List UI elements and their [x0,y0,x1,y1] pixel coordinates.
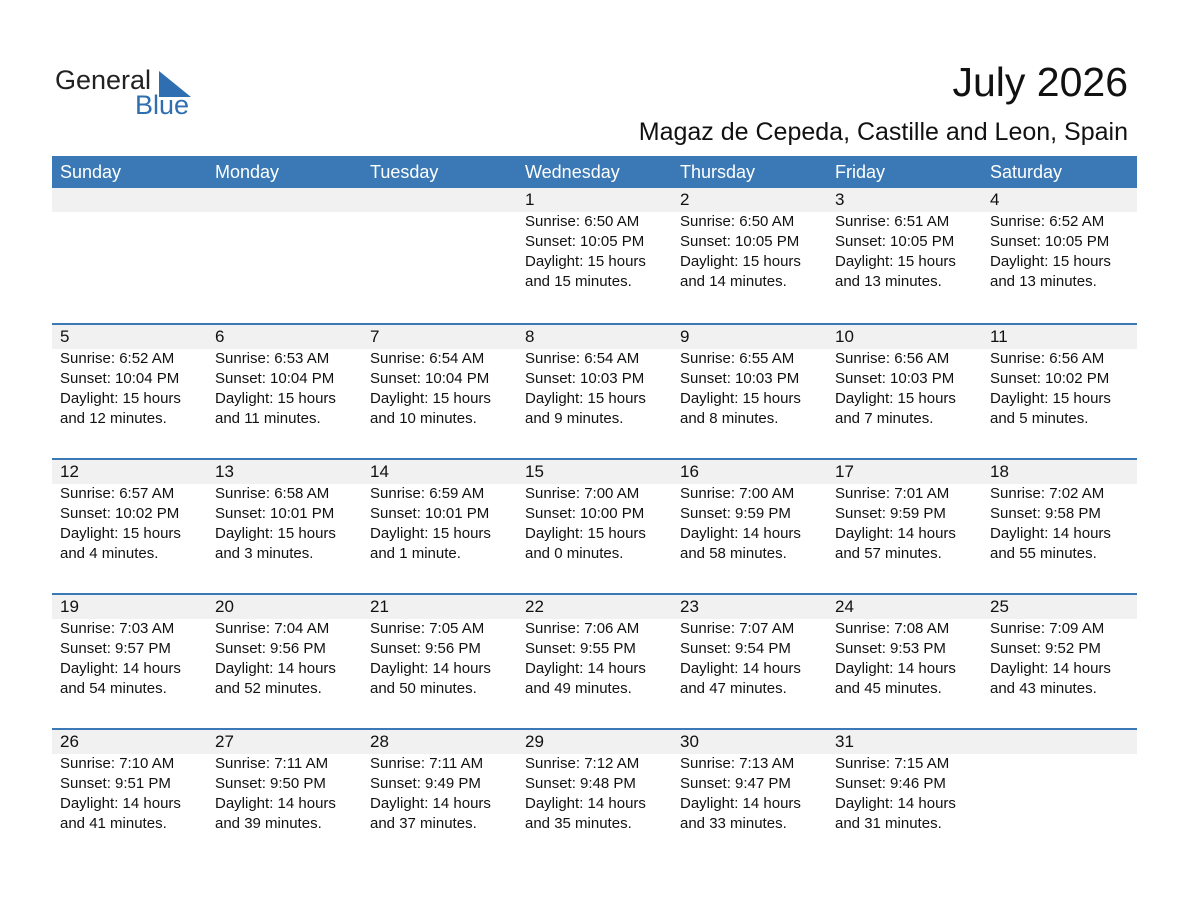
sunset-time: Sunset: 10:05 PM [835,233,955,250]
daylight-minutes: and 39 minutes. [215,815,322,832]
daylight-hours: Daylight: 15 hours [60,390,181,407]
sunset-time: Sunset: 9:59 PM [835,505,946,522]
sunrise-time: Sunrise: 7:04 AM [215,620,330,637]
sunset-time: Sunset: 10:01 PM [370,505,490,522]
sunset-time: Sunset: 10:04 PM [60,370,180,387]
daylight-hours: Daylight: 14 hours [990,525,1111,542]
sunset-time: Sunset: 10:05 PM [525,233,645,250]
sunset-time: Sunset: 9:51 PM [60,775,171,792]
sunrise-time: Sunrise: 6:54 AM [370,350,485,367]
day-cell [517,325,672,429]
day-number: 5 [60,327,70,346]
daylight-minutes: and 33 minutes. [680,815,787,832]
daylight-minutes: and 37 minutes. [370,815,477,832]
daylight-hours: Daylight: 15 hours [990,390,1111,407]
sunset-time: Sunset: 9:56 PM [370,640,481,657]
week-days [52,730,1137,834]
daylight-minutes: and 31 minutes. [835,815,942,832]
sunrise-time: Sunrise: 7:02 AM [990,485,1105,502]
daylight-hours: Daylight: 14 hours [525,795,646,812]
week-days [52,595,1137,699]
daylight-minutes: and 50 minutes. [370,680,477,697]
sunrise-time: Sunrise: 6:58 AM [215,485,330,502]
day-number: 21 [370,597,389,616]
sunset-time: Sunset: 9:58 PM [990,505,1101,522]
day-number: 29 [525,732,544,751]
sunset-time: Sunset: 10:03 PM [680,370,800,387]
sunrise-time: Sunrise: 6:55 AM [680,350,795,367]
daylight-minutes: and 4 minutes. [60,545,159,562]
sunrise-time: Sunrise: 6:56 AM [835,350,950,367]
week-days [52,188,1137,292]
day-cell [982,325,1137,429]
daylight-minutes: and 3 minutes. [215,545,314,562]
day-number: 20 [215,597,234,616]
day-number: 10 [835,327,854,346]
sunset-time: Sunset: 9:48 PM [525,775,636,792]
sunset-time: Sunset: 9:59 PM [680,505,791,522]
sunrise-time: Sunrise: 6:53 AM [215,350,330,367]
day-cell [362,595,517,699]
brand-logo [55,64,205,118]
sunset-time: Sunset: 9:56 PM [215,640,326,657]
day-number: 14 [370,462,389,481]
sunset-time: Sunset: 9:54 PM [680,640,791,657]
sunrise-time: Sunrise: 7:03 AM [60,620,175,637]
weekday-header [52,156,1137,188]
daylight-minutes: and 12 minutes. [60,410,167,427]
sunrise-time: Sunrise: 7:00 AM [680,485,795,502]
day-cell [982,595,1137,699]
day-number: 3 [835,190,845,209]
sunset-time: Sunset: 9:50 PM [215,775,326,792]
daylight-minutes: and 45 minutes. [835,680,942,697]
daylight-minutes: and 13 minutes. [990,273,1097,290]
daylight-minutes: and 47 minutes. [680,680,787,697]
day-cell [517,460,672,564]
daylight-hours: Daylight: 14 hours [215,660,336,677]
day-number: 27 [215,732,234,751]
week-days [52,460,1137,564]
sunrise-time: Sunrise: 7:07 AM [680,620,795,637]
day-cell [207,730,362,834]
day-number: 25 [990,597,1009,616]
sunrise-time: Sunrise: 7:12 AM [525,755,640,772]
daylight-hours: Daylight: 14 hours [60,795,181,812]
daylight-minutes: and 57 minutes. [835,545,942,562]
calendar-week-row [52,458,1137,593]
sunrise-time: Sunrise: 6:56 AM [990,350,1105,367]
sunset-time: Sunset: 9:49 PM [370,775,481,792]
daylight-minutes: and 54 minutes. [60,680,167,697]
daylight-hours: Daylight: 14 hours [370,660,491,677]
daylight-minutes: and 41 minutes. [60,815,167,832]
sunrise-time: Sunrise: 7:10 AM [60,755,175,772]
daylight-minutes: and 43 minutes. [990,680,1097,697]
sunset-time: Sunset: 10:00 PM [525,505,645,522]
day-number: 2 [680,190,690,209]
daylight-hours: Daylight: 15 hours [990,253,1111,270]
day-number: 28 [370,732,389,751]
day-cell [827,460,982,564]
daylight-minutes: and 58 minutes. [680,545,787,562]
sunset-time: Sunset: 10:02 PM [990,370,1110,387]
sunrise-time: Sunrise: 7:11 AM [370,755,484,772]
sunset-time: Sunset: 10:03 PM [525,370,645,387]
day-cell [52,595,207,699]
daylight-hours: Daylight: 15 hours [370,390,491,407]
day-cell [362,325,517,429]
sunrise-time: Sunrise: 7:09 AM [990,620,1105,637]
daylight-minutes: and 8 minutes. [680,410,779,427]
daylight-hours: Daylight: 14 hours [680,660,801,677]
sunset-time: Sunset: 10:04 PM [215,370,335,387]
daylight-minutes: and 9 minutes. [525,410,624,427]
day-cell [672,325,827,429]
empty-day-cell [207,188,362,292]
sunrise-time: Sunrise: 6:52 AM [60,350,175,367]
day-number: 16 [680,462,699,481]
daylight-hours: Daylight: 14 hours [370,795,491,812]
daylight-minutes: and 55 minutes. [990,545,1097,562]
calendar-week-row [52,188,1137,323]
day-cell [52,325,207,429]
day-number: 4 [990,190,1000,209]
daylight-hours: Daylight: 15 hours [215,525,336,542]
daylight-hours: Daylight: 15 hours [60,525,181,542]
daylight-hours: Daylight: 15 hours [835,253,956,270]
daylight-hours: Daylight: 14 hours [835,795,956,812]
day-cell [362,730,517,834]
daylight-minutes: and 10 minutes. [370,410,477,427]
day-number: 18 [990,462,1009,481]
daylight-hours: Daylight: 15 hours [680,253,801,270]
day-number: 30 [680,732,699,751]
day-cell [517,188,672,292]
daylight-hours: Daylight: 15 hours [215,390,336,407]
day-cell [672,188,827,292]
day-cell [982,188,1137,292]
sunset-time: Sunset: 9:46 PM [835,775,946,792]
sunrise-time: Sunrise: 6:54 AM [525,350,640,367]
page-subtitle: Magaz de Cepeda, Castille and Leon, Spain [638,118,1128,146]
day-number: 19 [60,597,79,616]
weekday-monday: Monday [215,162,280,182]
daylight-minutes: and 11 minutes. [215,410,321,427]
daylight-hours: Daylight: 15 hours [835,390,956,407]
sunrise-time: Sunrise: 7:15 AM [835,755,950,772]
sunrise-time: Sunrise: 7:06 AM [525,620,640,637]
day-cell [672,595,827,699]
sunset-time: Sunset: 9:47 PM [680,775,791,792]
sunrise-time: Sunrise: 6:57 AM [60,485,175,502]
empty-day-cell [362,188,517,292]
weekday-saturday: Saturday [990,162,1063,182]
day-cell [517,595,672,699]
day-cell [827,325,982,429]
day-number: 24 [835,597,854,616]
day-cell [52,730,207,834]
day-number: 22 [525,597,544,616]
calendar [52,156,1137,863]
sunset-time: Sunset: 10:03 PM [835,370,955,387]
daylight-minutes: and 49 minutes. [525,680,632,697]
day-number: 9 [680,327,690,346]
day-number: 13 [215,462,234,481]
day-number: 6 [215,327,225,346]
daylight-hours: Daylight: 15 hours [525,253,646,270]
day-cell [517,730,672,834]
page-title: July 2026 [952,59,1128,105]
calendar-week-row [52,728,1137,863]
sunset-time: Sunset: 10:05 PM [680,233,800,250]
daylight-minutes: and 52 minutes. [215,680,322,697]
daylight-minutes: and 0 minutes. [525,545,624,562]
calendar-weeks [52,188,1137,863]
daylight-hours: Daylight: 15 hours [370,525,491,542]
sunset-time: Sunset: 9:52 PM [990,640,1101,657]
logo-text-general: General [55,65,152,95]
day-number: 12 [60,462,79,481]
day-number: 15 [525,462,544,481]
daylight-hours: Daylight: 14 hours [60,660,181,677]
day-cell [672,730,827,834]
sunrise-time: Sunrise: 6:50 AM [525,213,640,230]
sunset-time: Sunset: 10:04 PM [370,370,490,387]
day-cell [672,460,827,564]
sunrise-time: Sunrise: 6:51 AM [835,213,950,230]
sunrise-time: Sunrise: 7:01 AM [835,485,950,502]
daylight-hours: Daylight: 14 hours [990,660,1111,677]
weekday-wednesday: Wednesday [525,162,620,182]
sunrise-time: Sunrise: 6:59 AM [370,485,485,502]
day-cell [982,460,1137,564]
sunrise-time: Sunrise: 6:50 AM [680,213,795,230]
day-number: 26 [60,732,79,751]
sunset-time: Sunset: 9:53 PM [835,640,946,657]
sunset-time: Sunset: 10:02 PM [60,505,180,522]
day-number: 17 [835,462,854,481]
empty-day-cell [982,730,1137,834]
day-cell [207,325,362,429]
empty-day-cell [52,188,207,292]
daylight-minutes: and 5 minutes. [990,410,1089,427]
daylight-hours: Daylight: 14 hours [215,795,336,812]
day-number: 1 [525,190,535,209]
day-cell [52,460,207,564]
day-number: 11 [990,327,1008,346]
week-days [52,325,1137,429]
daylight-hours: Daylight: 14 hours [680,525,801,542]
daylight-hours: Daylight: 15 hours [525,390,646,407]
daylight-hours: Daylight: 15 hours [525,525,646,542]
day-number: 23 [680,597,699,616]
sunrise-time: Sunrise: 7:13 AM [680,755,795,772]
day-cell [827,730,982,834]
sunrise-time: Sunrise: 7:08 AM [835,620,950,637]
day-cell [207,595,362,699]
sunset-time: Sunset: 9:55 PM [525,640,636,657]
daylight-minutes: and 14 minutes. [680,273,787,290]
day-number: 8 [525,327,535,346]
daylight-minutes: and 13 minutes. [835,273,942,290]
calendar-week-row [52,323,1137,458]
calendar-week-row [52,593,1137,728]
sunset-time: Sunset: 9:57 PM [60,640,171,657]
daylight-hours: Daylight: 14 hours [835,525,956,542]
daylight-minutes: and 7 minutes. [835,410,934,427]
day-cell [827,188,982,292]
weekday-sunday: Sunday [60,162,122,182]
day-number: 31 [835,732,854,751]
weekday-tuesday: Tuesday [370,162,439,182]
daylight-minutes: and 1 minute. [370,545,461,562]
day-cell [827,595,982,699]
weekday-friday: Friday [835,162,886,182]
sunrise-time: Sunrise: 6:52 AM [990,213,1105,230]
weekday-thursday: Thursday [680,162,756,182]
sunset-time: Sunset: 10:05 PM [990,233,1110,250]
sunset-time: Sunset: 10:01 PM [215,505,335,522]
sunrise-time: Sunrise: 7:05 AM [370,620,485,637]
daylight-hours: Daylight: 14 hours [835,660,956,677]
logo-text-blue: Blue [135,90,190,120]
daylight-hours: Daylight: 14 hours [680,795,801,812]
sunrise-time: Sunrise: 7:11 AM [215,755,329,772]
day-number: 7 [370,327,380,346]
day-cell [207,460,362,564]
sunrise-time: Sunrise: 7:00 AM [525,485,640,502]
day-cell [362,460,517,564]
daylight-minutes: and 35 minutes. [525,815,632,832]
daylight-hours: Daylight: 14 hours [525,660,646,677]
daylight-hours: Daylight: 15 hours [680,390,801,407]
daylight-minutes: and 15 minutes. [525,273,632,290]
